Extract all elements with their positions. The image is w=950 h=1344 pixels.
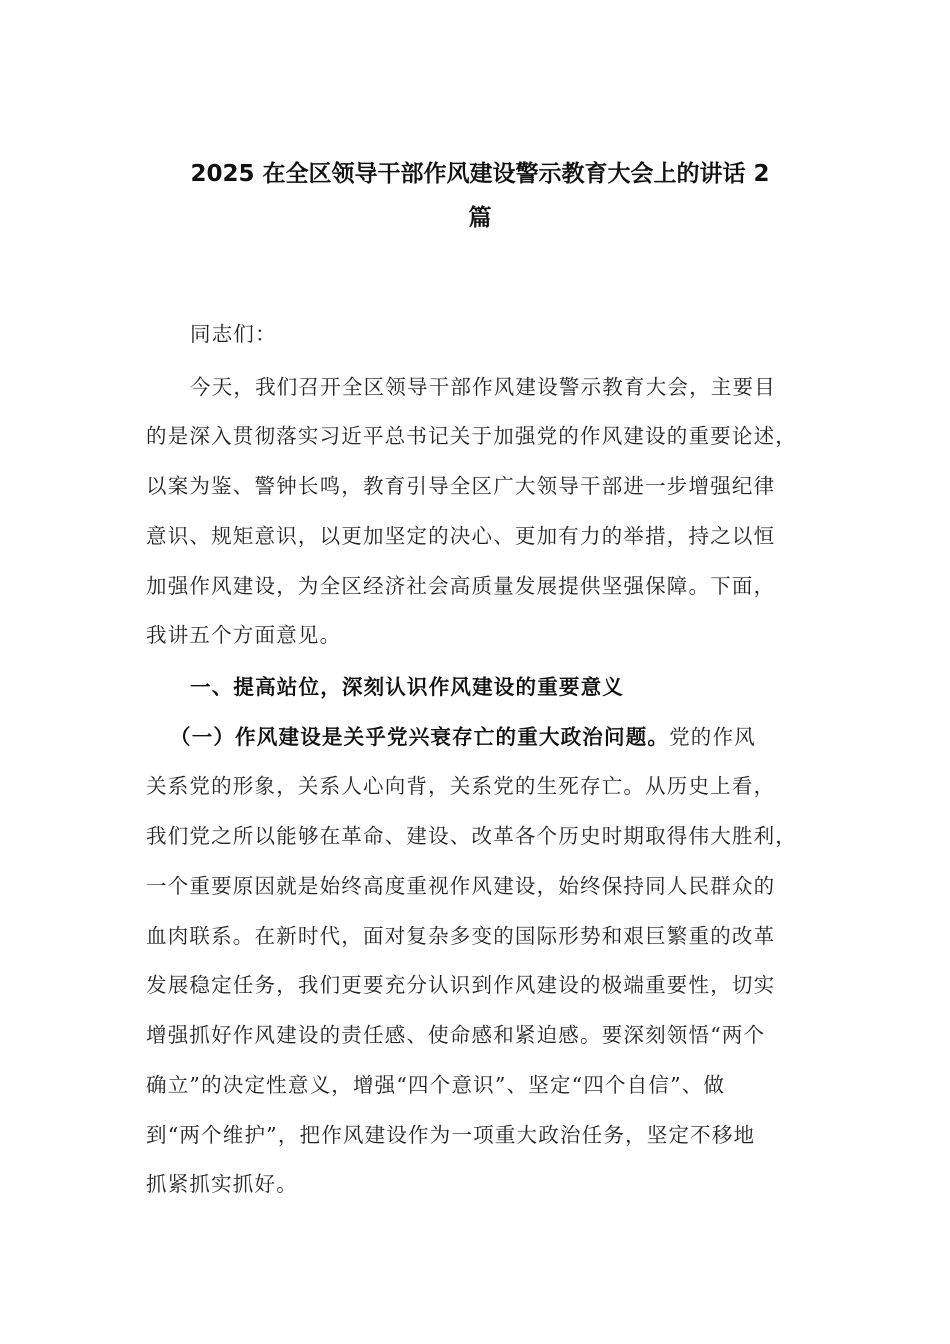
document-title: [146, 152, 814, 240]
body-line: 到“两个维护”，把作风建设作为一项重大政治任务，坚定不移地: [146, 1123, 756, 1147]
intro-line: 的是深入贯彻落实习近平总书记关于加强党的作风建设的重要论述，: [146, 424, 797, 448]
title-line-2: 篇: [468, 205, 492, 231]
body-line: 一个重要原因就是始终高度重视作风建设，始终保持同人民群众的: [146, 874, 776, 898]
intro-line: 以案为鉴、警钟长鸣，教育引导全区广大领导干部进一步增强纪律: [146, 474, 776, 498]
subsection-text: 党的作风: [669, 725, 756, 749]
subsection-heading: （一）作风建设是关乎党兴衰存亡的重大政治问题。: [170, 725, 670, 749]
intro-line: 加强作风建设，为全区经济社会高质量发展提供坚强保障。下面，: [146, 574, 776, 598]
title-line-1: 2025 在全区领导干部作风建设警示教育大会上的讲话 2: [190, 161, 770, 187]
section-heading: 一、提高站位，深刻认识作风建设的重要意义: [190, 675, 624, 699]
intro-line: 意识、规矩意识，以更加坚定的决心、更加有力的举措，持之以恒: [146, 524, 776, 548]
body-line: 增强抓好作风建设的责任感、使命感和紧迫感。要深刻领悟“两个: [146, 1023, 766, 1047]
body-line: 抓紧抓实抓好。: [146, 1172, 298, 1196]
body-line: 血肉联系。在新时代，面对复杂多变的国际形势和艰巨繁重的改革: [146, 924, 776, 948]
intro-line: 今天，我们召开全区领导干部作风建设警示教育大会，主要目: [190, 375, 776, 399]
body-line: 关系党的形象，关系人心向背，关系党的生死存亡。从历史上看，: [146, 774, 776, 798]
body-line: 我们党之所以能够在革命、建设、改革各个历史时期取得伟大胜利，: [146, 824, 797, 848]
intro-line: 我讲五个方面意见。: [146, 623, 342, 647]
body-line: 发展稳定任务，我们更要充分认识到作风建设的极端重要性，切实: [146, 973, 776, 997]
subsection-first-line: [170, 714, 756, 761]
salutation: 同志们：: [190, 322, 277, 346]
body-line: 确立”的决定性意义，增强“四个意识”、坚定“四个自信”、做: [146, 1073, 726, 1097]
